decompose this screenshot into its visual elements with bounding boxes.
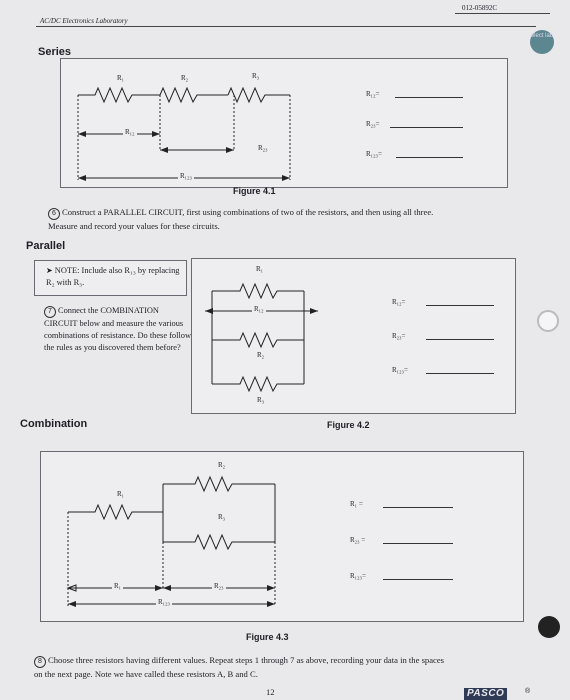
parallel-section-title: Parallel bbox=[26, 240, 66, 252]
combination-section-title: Combination bbox=[20, 418, 88, 430]
combination-result-r1-label: R₁ = bbox=[350, 500, 363, 508]
note-arrow-icon: ➤ bbox=[46, 266, 53, 275]
combination-span-label-r23: R₂₃ bbox=[214, 582, 224, 590]
combination-span-label-r1: R₁ bbox=[114, 582, 122, 590]
header-title: AC/DC Electronics Laboratory bbox=[40, 17, 128, 25]
series-label-r3: R₃ bbox=[252, 72, 260, 80]
figure-4-1-caption: Figure 4.1 bbox=[233, 186, 276, 196]
combination-result-r1-blank bbox=[383, 507, 453, 508]
document-code: 012-05892C bbox=[462, 4, 497, 12]
parallel-result-r12-label: R₁₂= bbox=[392, 298, 406, 306]
sticker-text: elect lab bbox=[530, 33, 554, 39]
combination-result-r23-label: R₂₃ = bbox=[350, 536, 366, 544]
combination-span-label-r123: R₁₂₃ bbox=[158, 598, 170, 606]
series-span-label-r12: R₁₂ bbox=[125, 128, 135, 136]
step-6-number: 6 bbox=[48, 208, 60, 220]
combination-resistor-r1 bbox=[68, 505, 163, 519]
combination-result-r23-blank bbox=[383, 543, 453, 544]
step-6-body: Construct a PARALLEL CIRCUIT, first using combinations of two of the resistors, and then using all three. Measure and record your values for these circuits. bbox=[48, 207, 434, 231]
step-7-body: Connect the COMBINATION CIRCUIT below and measure the various combinations of resistance. Do these follow the rules as you discovered them before? bbox=[44, 306, 191, 352]
step-8-body: Choose three resistors having different values. Repeat steps 1 through 7 as above, recording your data in the spaces on the next page. Note we have called these resistors A, B and C. bbox=[34, 655, 444, 679]
parallel-label-r3: R₃ bbox=[257, 396, 265, 404]
series-span-label-r123: R₁₂₃ bbox=[180, 172, 192, 180]
figure-4-3-caption: Figure 4.3 bbox=[246, 632, 289, 642]
step-7-number: 7 bbox=[44, 306, 56, 318]
parallel-note-text: NOTE: Include also R₁₃ by replacing R₂ with R₃. bbox=[46, 266, 180, 287]
page-number: 12 bbox=[266, 687, 275, 697]
parallel-result-r23-label: R₂₃= bbox=[392, 332, 406, 340]
binder-hole-upper bbox=[537, 310, 559, 332]
parallel-label-r1: R₁ bbox=[256, 265, 264, 273]
parallel-span-label-r12: R₁₂ bbox=[254, 305, 264, 313]
step-8-number: 8 bbox=[34, 656, 46, 668]
pasco-logo-text: PASCO bbox=[467, 688, 505, 699]
series-result-r123-label: R₁₂₃= bbox=[366, 150, 382, 158]
parallel-result-r123-label: R₁₂₃= bbox=[392, 366, 408, 374]
series-result-r12-label: R₁₂= bbox=[366, 90, 380, 98]
combination-resistor-r2 bbox=[163, 477, 275, 491]
combination-result-r123-label: R₁₂₃= bbox=[350, 572, 366, 580]
series-label-r2: R₂ bbox=[181, 74, 189, 82]
figure-4-2-caption: Figure 4.2 bbox=[327, 420, 370, 430]
step-8-text bbox=[34, 654, 454, 680]
pasco-logo bbox=[464, 688, 507, 700]
series-section-title: Series bbox=[38, 46, 72, 58]
series-span-label-r23: R₂₃ bbox=[258, 144, 268, 152]
combination-label-r1: R₁ bbox=[117, 490, 125, 498]
combination-label-r2: R₂ bbox=[218, 461, 226, 469]
registered-mark: ® bbox=[525, 688, 531, 695]
series-result-r23-label: R₂₃= bbox=[366, 120, 380, 128]
combination-resistor-r3 bbox=[163, 535, 275, 549]
binder-hole-lower bbox=[538, 616, 560, 638]
parallel-label-r2: R₂ bbox=[257, 351, 265, 359]
combination-label-r3: R₃ bbox=[218, 513, 226, 521]
series-label-r1: R₁ bbox=[117, 74, 125, 82]
combination-result-r123-blank bbox=[383, 579, 453, 580]
